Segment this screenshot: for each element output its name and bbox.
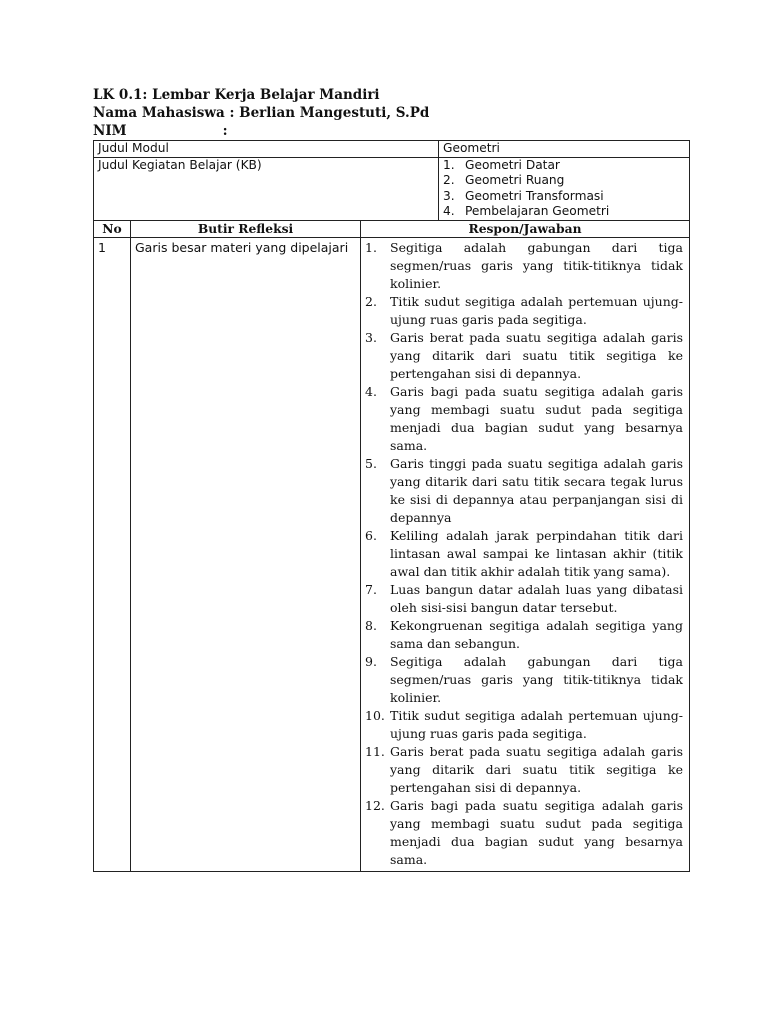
list-item — [443, 158, 685, 174]
response-text: Titik sudut segitiga adalah pertemuan ujung-ujung ruas garis pada segitiga. — [390, 293, 683, 327]
response-item — [365, 455, 683, 527]
response-item — [365, 797, 683, 869]
response-number: 9. — [365, 653, 377, 669]
response-item — [365, 581, 683, 617]
nim-line: NIM : — [93, 123, 228, 139]
header-respon: Respon/Jawaban — [361, 220, 690, 237]
module-row — [94, 141, 690, 158]
nim-label: NIM — [93, 123, 127, 139]
response-text: Segitiga adalah gabungan dari tiga segmen/ruas garis yang titik-titiknya tidak kolinier. — [390, 653, 683, 705]
list-item-number: 3. — [443, 188, 455, 203]
module-value: Geometri — [439, 141, 690, 158]
list-item — [443, 173, 685, 189]
reflection-header-row — [94, 220, 690, 237]
response-number: 2. — [365, 293, 377, 309]
module-label: Judul Modul — [94, 141, 439, 158]
response-item — [365, 617, 683, 653]
kb-row — [94, 157, 690, 220]
response-number: 6. — [365, 527, 377, 543]
response-list — [361, 237, 690, 871]
response-item — [365, 707, 683, 743]
response-text: Titik sudut segitiga adalah pertemuan ujung-ujung ruas garis pada segitiga. — [390, 707, 683, 741]
response-item — [365, 329, 683, 383]
student-name-line: Nama Mahasiswa : Berlian Mangestuti, S.Pd — [93, 105, 430, 121]
worksheet-page — [93, 86, 690, 872]
response-text: Segitiga adalah gabungan dari tiga segmen/ruas garis yang titik-titiknya tidak kolinier. — [390, 239, 683, 291]
response-text: Garis berat pada suatu segitiga adalah garis yang ditarik dari suatu titik segitiga ke pertengahan sisi di depannya. — [390, 743, 683, 795]
list-item-number: 2. — [443, 173, 455, 187]
response-text: Garis bagi pada suatu segitiga adalah garis yang membagi suatu sudut pada segitiga menjadi dua bagian sudut yang besarnya sama. — [390, 797, 683, 867]
response-item — [365, 527, 683, 581]
response-item — [365, 293, 683, 329]
module-info-table — [93, 140, 690, 221]
response-text: Garis tinggi pada suatu segitiga adalah garis yang ditarik dari satu titik secara tegak lurus ke sisi di depannya atau perpanjangan sisi di depannya — [390, 455, 683, 525]
worksheet-title: LK 0.1: Lembar Kerja Belajar Mandiri — [93, 87, 380, 103]
response-item — [365, 239, 683, 293]
response-item — [365, 383, 683, 455]
response-number: 4. — [365, 383, 377, 399]
list-item — [443, 204, 685, 220]
list-item-number: 1. — [443, 157, 455, 172]
student-label: Nama Mahasiswa — [93, 105, 225, 121]
kb-label: Judul Kegiatan Belajar (KB) — [94, 157, 439, 220]
response-number: 11. — [365, 743, 385, 759]
header-no: No — [94, 220, 131, 237]
kb-list — [443, 158, 685, 220]
response-item — [365, 653, 683, 707]
list-item — [443, 189, 685, 205]
response-number: 3. — [365, 329, 377, 345]
list-item-text: Geometri Transformasi — [465, 188, 604, 203]
reflection-item: Garis besar materi yang dipelajari — [131, 237, 361, 871]
response-item — [365, 743, 683, 797]
response-number: 8. — [365, 617, 377, 633]
table-row — [94, 237, 690, 871]
list-item-text: Geometri Ruang — [465, 173, 565, 187]
list-item-text: Pembelajaran Geometri — [465, 204, 610, 218]
response-text: Keliling adalah jarak perpindahan titik dari lintasan awal sampai ke lintasan akhir (titik awal dan titik akhir adalah titik yang sama). — [390, 527, 683, 579]
kb-list-cell — [439, 157, 690, 220]
response-number: 1. — [365, 239, 377, 255]
response-number: 5. — [365, 455, 377, 471]
header-butir: Butir Refleksi — [131, 220, 361, 237]
student-name: Berlian Mangestuti, S.Pd — [239, 105, 430, 121]
response-number: 7. — [365, 581, 377, 597]
response-number: 12. — [365, 797, 385, 813]
response-text: Garis bagi pada suatu segitiga adalah garis yang membagi suatu sudut pada segitiga menjadi dua bagian sudut yang besarnya sama. — [390, 383, 683, 453]
list-item-text: Geometri Datar — [465, 157, 560, 172]
list-item-number: 4. — [443, 204, 455, 218]
response-text: Kekongruenan segitiga adalah segitiga yang sama dan sebangun. — [390, 617, 683, 651]
response-text: Luas bangun datar adalah luas yang dibatasi oleh sisi-sisi bangun datar tersebut. — [390, 581, 683, 615]
reflection-table — [93, 220, 690, 872]
response-number: 10. — [365, 707, 385, 723]
response-text: Garis berat pada suatu segitiga adalah garis yang ditarik dari suatu titik segitiga ke pertengahan sisi di depannya. — [390, 329, 683, 381]
row-number: 1 — [94, 237, 131, 871]
